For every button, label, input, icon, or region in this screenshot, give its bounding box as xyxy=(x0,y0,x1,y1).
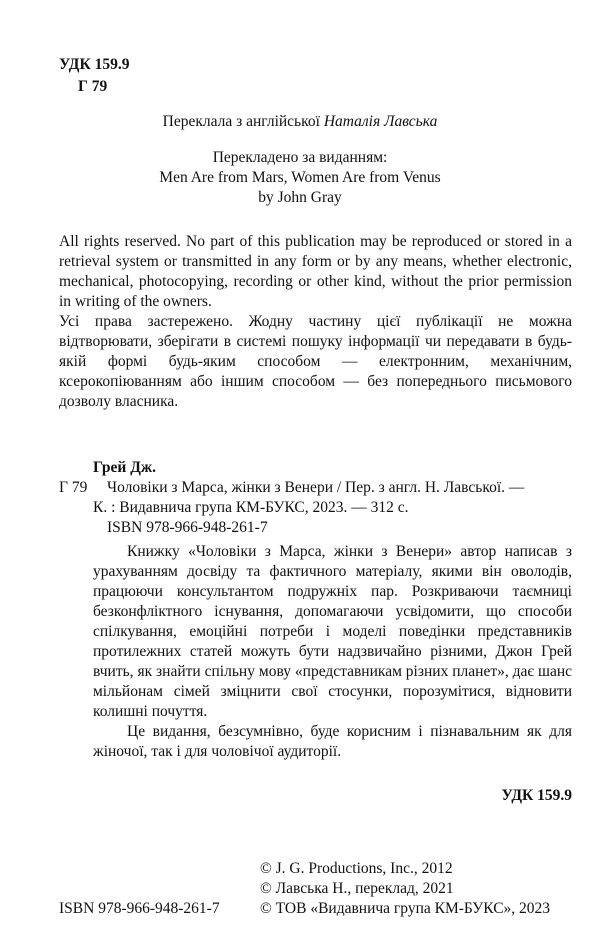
translator-prefix: Переклала з англійської xyxy=(162,113,320,130)
catalog-author: Грей Дж. xyxy=(93,459,156,476)
catalog-index-top: Г 79 xyxy=(78,78,108,95)
catalog-index: Г 79 xyxy=(59,479,88,496)
edition-author: by John Gray xyxy=(258,189,342,206)
catalog-publisher-line: К. : Видавнича група КМ-БУКС, 2023. — 312 с. xyxy=(93,499,409,516)
copyright-line: © Лавська Н., переклад, 2021 xyxy=(260,880,454,897)
isbn-bottom: ISBN 978-966-948-261-7 xyxy=(59,900,220,917)
translator-name: Наталія Лавська xyxy=(323,113,438,130)
catalog-isbn: ISBN 978-966-948-261-7 xyxy=(107,519,268,536)
copyright-lines xyxy=(260,859,550,919)
book-annotation-audience: Це видання, безсумнівно, буде корисним і пізнавальним як для жіночої, так і для чоловічої аудиторії. xyxy=(93,723,572,760)
original-edition xyxy=(0,148,600,208)
translator-credit xyxy=(0,112,600,132)
edition-title: Men Are from Mars, Women Are from Venus xyxy=(159,169,441,186)
copyright-line: © ТОВ «Видавнича група КМ-БУКС», 2023 xyxy=(260,900,551,917)
edition-heading: Перекладено за виданням: xyxy=(212,149,388,166)
book-annotation: Книжку «Чоловіки з Марса, жінки з Венери» автор написав з урахуванням досвіду та фактичного матеріалу, якими він оволодів, працюючи консультантом подружніх пар. Розкриваючи таємниці безконфліктного існування, допомагаючи усвідомити, що способи спілкування, емоційні потреби і моделі поведінки представників протилежних статей можуть бути надзвичайно різними, Джон Грей вчить, як знайти спільну мову «представникам різних планет», дає шанс мільйонам сімей зміцнити свої стосунки, порозумітися, відновити колишні почуття. xyxy=(93,543,572,720)
rights-notice-english: All rights reserved. No part of this publication may be reproduced or stored in a retrieval system or transmitted in any form or by any means, whether electronic, mechanical, photocopying, recording or other kind, without the prior permission in writing of the owners. xyxy=(59,233,572,310)
rights-notice-ukrainian: Усі права застережено. Жодну частину цієї публікації не можна відтворювати, зберігати в системі пошуку інформації чи передавати в будь-якій формі будь-яким способом — електронним, механічним, ксерокопіюванням або іншим способом — без попереднього письмового дозволу власника. xyxy=(59,313,572,410)
catalog-title-line: Чоловіки з Марса, жінки з Венери / Пер. з англ. Н. Лавської. — xyxy=(107,479,525,496)
copyright-line: © J. G. Productions, Inc., 2012 xyxy=(260,860,453,877)
udk-code-bottom: УДК 159.9 xyxy=(501,787,572,804)
udk-code-top: УДК 159.9 xyxy=(59,56,130,73)
